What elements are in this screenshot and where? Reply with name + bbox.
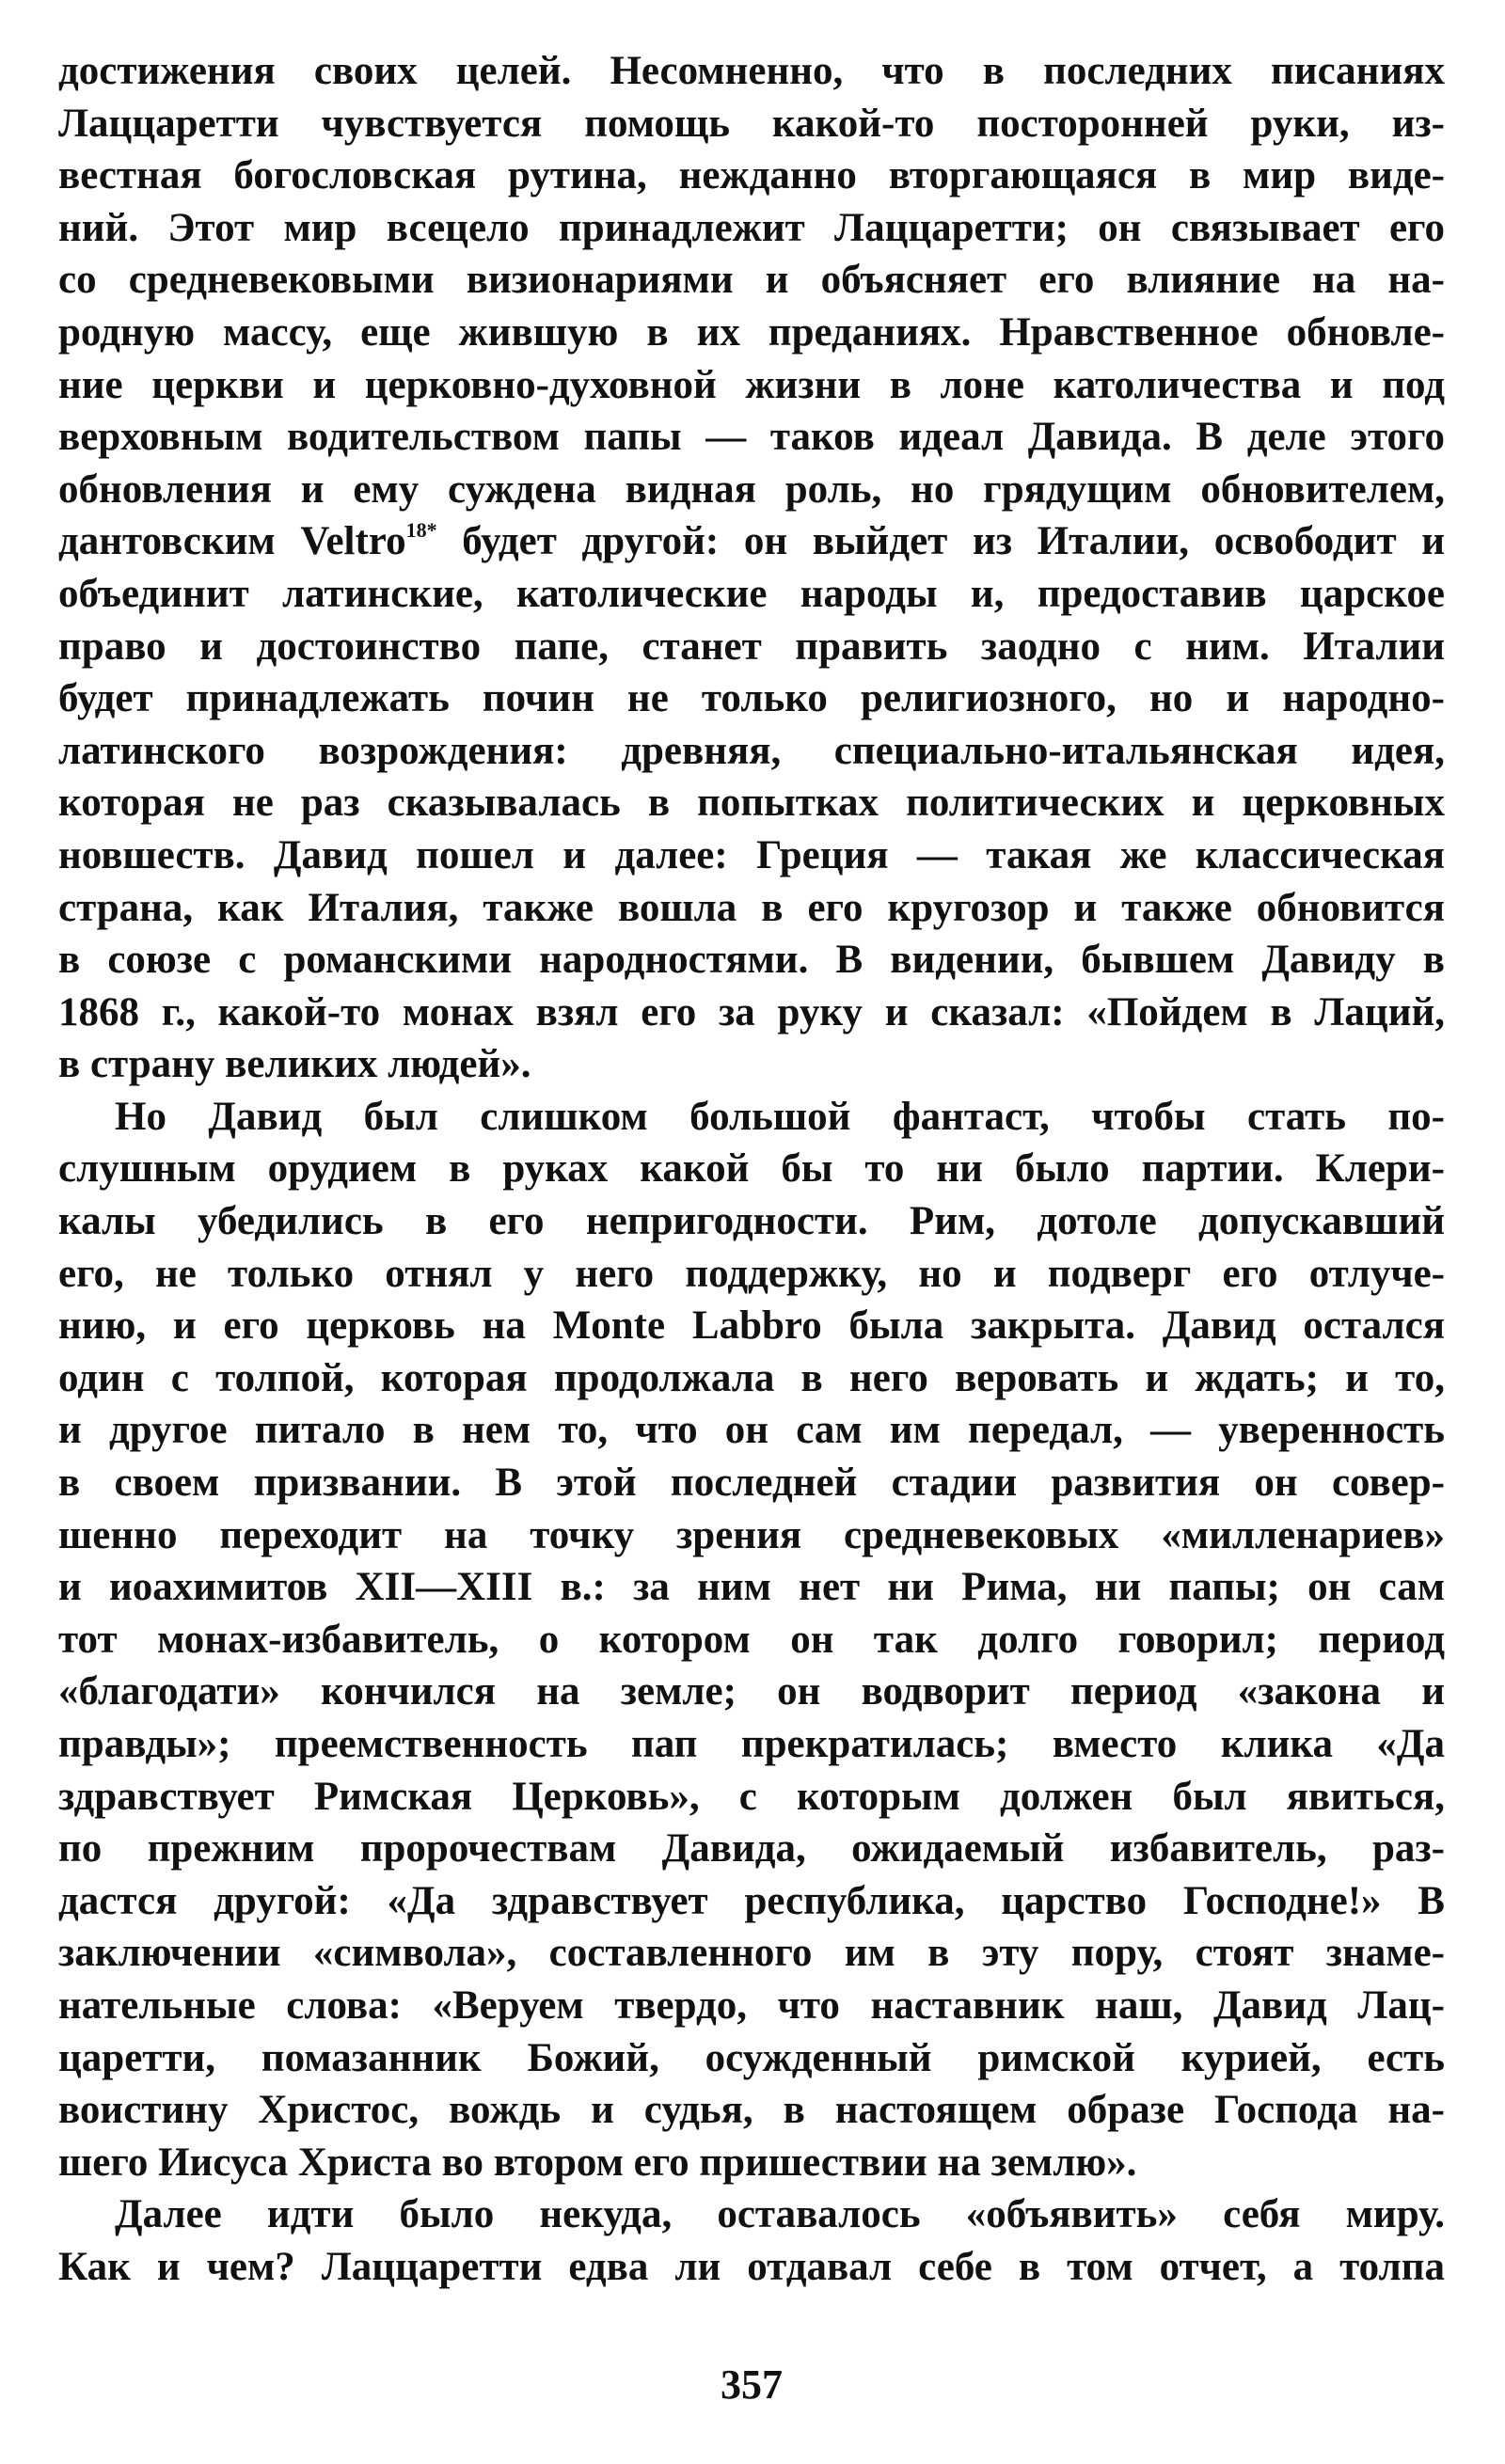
- text-line: которая не раз сказывалась в попытках политических и церковных: [58, 781, 1445, 826]
- text-line: здравствует Римская Церковь», с которым должен был явиться,: [58, 1774, 1445, 1819]
- paragraph-1: [58, 45, 1445, 1091]
- text-line: в своем призвании. В этой последней стадии развития он совер-: [58, 1461, 1445, 1506]
- text-line: латинского возрождения: древняя, специально-итальянская идея,: [58, 728, 1445, 773]
- text-line: Как и чем? Лаццаретти едва ли отдавал себе в том отчет, а толпа: [58, 2244, 1445, 2289]
- paragraph-2: [58, 1091, 1445, 2188]
- text-line: воистину Христос, вождь и судья, в настоящем образе Господа на-: [58, 2088, 1445, 2133]
- text-line: калы убедились в его непригодности. Рим, дотоле допускавший: [58, 1199, 1445, 1244]
- text-line: ний. Этот мир всецело принадлежит Лаццаретти; он связывает его: [58, 205, 1445, 250]
- text-line: достижения своих целей. Несомненно, что в последних писаниях: [58, 49, 1445, 93]
- page: [58, 45, 1445, 2434]
- text-line: страна, как Италия, также вошла в его кругозор и также обновится: [58, 885, 1445, 930]
- text-line: шего Иисуса Христа во втором его пришествии на землю».: [58, 2140, 1137, 2185]
- text-line: в страну великих людей».: [58, 1042, 531, 1087]
- text-line-with-footnote: [58, 515, 1445, 568]
- text-line: «благодати» кончился на земле; он водворит период «закона и: [58, 1669, 1445, 1714]
- text-line: Лаццаретти чувствуется помощь какой-то посторонней руки, из-: [58, 101, 1445, 146]
- text-line: и иоахимитов XII—XIII в.: за ним нет ни Рима, ни папы; он сам: [58, 1565, 1445, 1610]
- text-line: родную массу, еще жившую в их преданиях. Нравственное обновле-: [58, 309, 1445, 355]
- text-line: вестная богословская рутина, нежданно вторгающаяся в мир виде-: [58, 153, 1445, 198]
- text-line: его, не только отнял у него поддержку, но и подверг его отлуче-: [58, 1251, 1445, 1296]
- text-line: по прежним пророчествам Давида, ожидаемый избавитель, раз-: [58, 1826, 1445, 1872]
- text-line: Далее идти было некуда, оставалось «объявить» себя миру.: [115, 2192, 1445, 2237]
- text-line: слушным орудием в руках какой бы то ни было партии. Клери-: [58, 1146, 1445, 1192]
- text-line: ние церкви и церковно-духовной жизни в лоне католичества и под: [58, 362, 1445, 407]
- text-line: обновления и ему суждена видная роль, но грядущим обновителем,: [58, 466, 1445, 512]
- text-line: будет принадлежать почин не только религиозного, но и народно-: [58, 676, 1445, 721]
- text-line: верховным водительством папы — таков идеал Давида. В деле этого: [58, 415, 1445, 460]
- footnote-mark[interactable]: 18*: [405, 518, 437, 543]
- text-line: царетти, помазанник Божий, осужденный римской курией, есть: [58, 2035, 1445, 2080]
- text-line: дастся другой: «Да здравствует республика, царство Господне!» В: [58, 1878, 1445, 1923]
- text-fragment: будет другой: он выйдет из Италии, освободит и: [436, 519, 1445, 564]
- text-line: со средневековыми визионариями и объясняет его влияние на на-: [58, 258, 1445, 303]
- text-line: шенно переходит на точку зрения средневековых «милленариев»: [58, 1512, 1445, 1557]
- text-line: объединит латинские, католические народы и, предоставив царское: [58, 571, 1445, 616]
- text-line: заключении «символа», составленного им в эту пору, стоят знаме-: [58, 1931, 1445, 1976]
- text-line: новшеств. Давид пошел и далее: Греция — такая же классическая: [58, 832, 1445, 877]
- text-line: тот монах-избавитель, о котором он так долго говорил; период: [58, 1617, 1445, 1662]
- page-number: 357: [721, 2361, 783, 2408]
- body-text: [58, 45, 1445, 2294]
- text-line: и другое питало в нем то, что он сам им передал, — уверенность: [58, 1408, 1445, 1453]
- text-line: правды»; преемственность пап прекратилась; вместо клика «Да: [58, 1722, 1445, 1766]
- text-line: в союзе с романскими народностями. В видении, бывшем Давиду в: [58, 938, 1445, 983]
- text-line: право и достоинство папе, станет править заодно с ним. Италии: [58, 624, 1445, 669]
- text-fragment: дантовским Veltro: [58, 519, 406, 564]
- text-line: один с толпой, которая продолжала в него веровать и ждать; и то,: [58, 1355, 1445, 1400]
- text-line: нательные слова: «Веруем твердо, что наставник наш, Давид Лац-: [58, 1982, 1445, 2028]
- paragraph-3: [58, 2188, 1445, 2293]
- text-line: Но Давид был слишком большой фантаст, чтобы стать по-: [115, 1094, 1445, 1139]
- text-line: нию, и его церковь на Monte Labbro была закрыта. Давид остался: [58, 1303, 1445, 1349]
- text-line: 1868 г., какой-то монах взял его за руку и сказал: «Пойдем в Лаций,: [58, 989, 1445, 1035]
